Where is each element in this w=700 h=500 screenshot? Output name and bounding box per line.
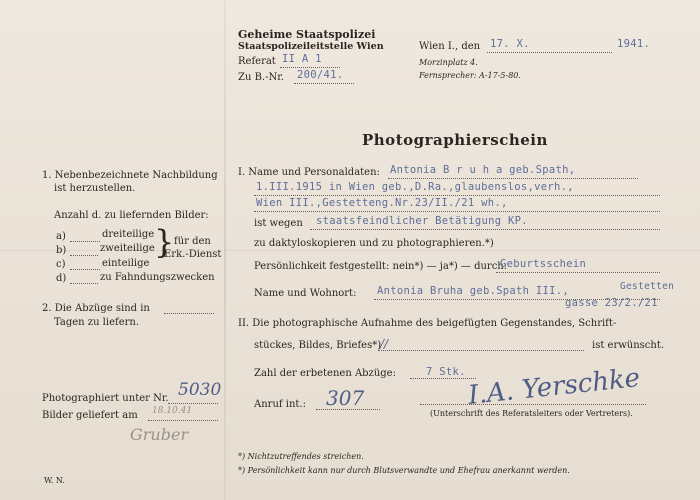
s1-line2: 1.III.1915 in Wien geb.,D.Ra.,glaubenslos,verh., (256, 181, 574, 193)
persoenlich-label: Persönlichkeit festgestellt: nein*) — ja*) — durch: (254, 261, 508, 272)
daktylo-text: zu daktyloskopieren und zu photographieren.*) (254, 238, 494, 249)
bnr-label: Zu B.-Nr. (238, 72, 285, 83)
opt-a-letter: a) (56, 231, 66, 242)
delivered-value: 18.10.41 (152, 406, 193, 416)
delivered-label: Bilder geliefert am (42, 410, 138, 421)
count-label: Anzahl d. zu liefernden Bilder: (54, 210, 209, 221)
bnr-value: 200/41. (297, 69, 344, 81)
opt-c-letter: c) (56, 259, 66, 270)
brace-label1: für den (174, 236, 211, 247)
signature-line (420, 404, 646, 405)
org-line1: Geheime Staatspolizei (238, 28, 376, 41)
opt-c-line (70, 269, 100, 270)
left-item1-line1: 1. Nebenbezeichnete Nachbildung (42, 170, 218, 181)
persoenlich-value: Geburtsschein (500, 258, 587, 270)
s2-end: ist erwünscht. (592, 340, 665, 351)
delivered-line (148, 420, 218, 421)
brace-label2: Erk.-Dienst (164, 249, 222, 260)
pencil-signature: Gruber (130, 425, 189, 444)
abzuege-label: Zahl der erbetenen Abzüge: (254, 368, 396, 379)
anruf-label: Anruf int.: (254, 399, 306, 410)
s1-line1: Antonia B r u h a geb.Spath, (390, 164, 576, 176)
place-label: Wien I., den (419, 41, 481, 52)
s2-line1: II. Die photographische Aufnahme des beigefügten Gegenstandes, Schrift- (238, 318, 617, 329)
persoenlich-line (496, 272, 660, 273)
s1-line2-dots (254, 195, 660, 196)
signature-caption: (Unterschrift des Referatsleiters oder Vertreters). (430, 409, 633, 418)
opt-c-text: einteilige (102, 258, 150, 269)
opt-d-line (70, 283, 98, 284)
opt-b-line (70, 255, 98, 256)
address: Morzinplatz 4. (419, 58, 478, 67)
opt-d-text: zu Fahndungszwecken (100, 272, 215, 283)
wohnort-value1: Antonia Bruha geb.Spath III., (377, 285, 570, 297)
initials: W. N. (44, 476, 65, 485)
abzuege-line (410, 378, 476, 379)
signature: I.A. Yerschke (466, 363, 642, 411)
date-line (487, 52, 612, 53)
footnote2: *) Persönlichkeit kann nur durch Blutsverwandte und Ehefrau anerkannt werden. (238, 466, 570, 475)
bnr-line (294, 83, 354, 84)
s2-line (378, 350, 584, 351)
opt-a-text: dreiteilige (102, 229, 155, 240)
brace-symbol: } (154, 223, 175, 261)
date-value: 17. X. (490, 38, 530, 50)
wohnort-value2a: Gestetten (620, 281, 675, 292)
org-line2: Staatspolizeileitstelle Wien (238, 41, 384, 52)
opt-d-letter: d) (56, 273, 67, 284)
s1-line3-dots (254, 211, 660, 212)
phone: Fernsprecher: A-17-5-80. (419, 71, 521, 80)
s1-line3: Wien III.,Gestetteng.Nr.23/II./21 wh., (256, 197, 508, 209)
footnote1: *) Nichtzutreffendes streichen. (238, 452, 364, 461)
opt-b-letter: b) (56, 245, 67, 256)
page-title: Photographierschein (362, 131, 548, 149)
s2-line2: stückes, Bildes, Briefes*) (254, 340, 382, 351)
wohnort-value2b: gasse 23/2./21 (565, 297, 658, 309)
referat-value: II A 1 (282, 53, 322, 65)
photographed-label: Photographiert unter Nr. (42, 393, 169, 404)
s2-strike: // (380, 337, 389, 351)
left-item2-line2: Tagen zu liefern. (54, 317, 140, 328)
left-item1-line2: ist herzustellen. (54, 183, 136, 194)
abzuege-value: 7 Stk. (426, 366, 466, 378)
referat-line (280, 67, 340, 68)
wegen-line (310, 229, 660, 230)
wegen-value: staatsfeindlicher Betätigung KP. (316, 215, 528, 227)
s1-label: I. Name und Personaldaten: (238, 167, 380, 178)
opt-a-line (70, 241, 100, 242)
wohnort-label: Name und Wohnort: (254, 288, 357, 299)
opt-b-text: zweiteilige (100, 243, 155, 254)
s1-line1-dots (388, 178, 638, 179)
item2-line (164, 313, 214, 314)
anruf-value: 307 (326, 386, 365, 410)
photographed-value: 5030 (178, 380, 222, 400)
referat-label: Referat (238, 56, 276, 67)
left-item2-line1: 2. Die Abzüge sind in (42, 303, 150, 314)
wegen-label: ist wegen (254, 218, 303, 229)
year-value: 1941. (617, 38, 651, 50)
photographed-line (168, 403, 218, 404)
